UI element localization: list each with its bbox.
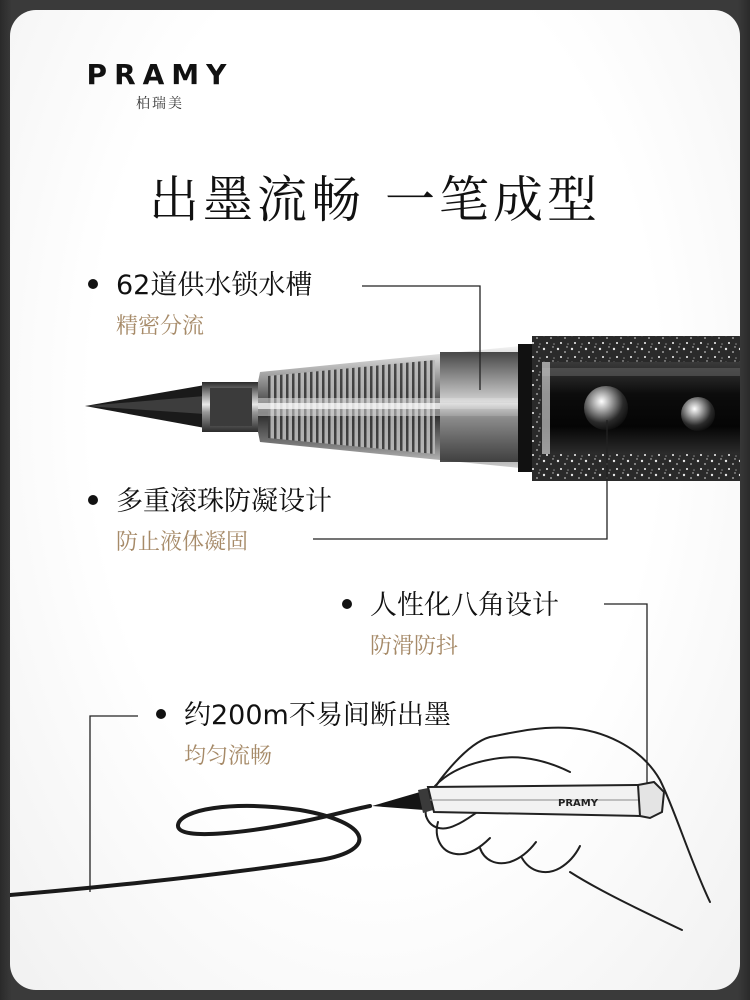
feature-title xyxy=(156,698,451,734)
feature-subtitle: 均匀流畅 xyxy=(184,744,273,769)
feature-title xyxy=(88,268,312,304)
pen-closeup xyxy=(85,336,740,481)
pen-brand-label: PRAMY xyxy=(558,798,598,809)
brand-logo xyxy=(70,58,250,113)
feature-water-grooves xyxy=(88,268,312,342)
ink-stroke xyxy=(10,806,370,895)
feature-ink-length xyxy=(156,698,451,772)
hand-drawing xyxy=(426,728,710,930)
pen-in-hand xyxy=(372,782,664,818)
bullet-dot xyxy=(88,495,98,505)
headline: 出墨流畅 一笔成型 xyxy=(149,171,601,229)
bullet-dot xyxy=(342,599,352,609)
feature-subtitle: 精密分流 xyxy=(116,314,205,339)
feature-subtitle: 防止液体凝固 xyxy=(116,530,249,555)
bullet-dot xyxy=(88,279,98,289)
feature-title xyxy=(88,484,332,520)
feature-title-text: 人性化八角设计 xyxy=(370,590,559,621)
feature-title-text: 多重滚珠防凝设计 xyxy=(116,486,332,517)
ball-bead xyxy=(584,386,628,430)
feature-octagonal-design xyxy=(342,588,559,662)
leader-line xyxy=(90,716,138,892)
ball-bead xyxy=(681,397,715,431)
product-panel xyxy=(10,10,740,990)
feature-title-text: 约200m不易间断出墨 xyxy=(184,700,451,731)
feature-subtitle: 防滑防抖 xyxy=(370,634,459,659)
brand-name: PRAMY xyxy=(86,58,234,91)
leader-line xyxy=(604,604,647,790)
feature-anti-clot-beads xyxy=(88,484,332,558)
brand-name-cn: 柏瑞美 xyxy=(136,96,184,112)
feature-title xyxy=(342,588,559,624)
collar xyxy=(518,344,532,472)
feature-title-text: 62道供水锁水槽 xyxy=(116,270,313,301)
bullet-dot xyxy=(156,709,166,719)
